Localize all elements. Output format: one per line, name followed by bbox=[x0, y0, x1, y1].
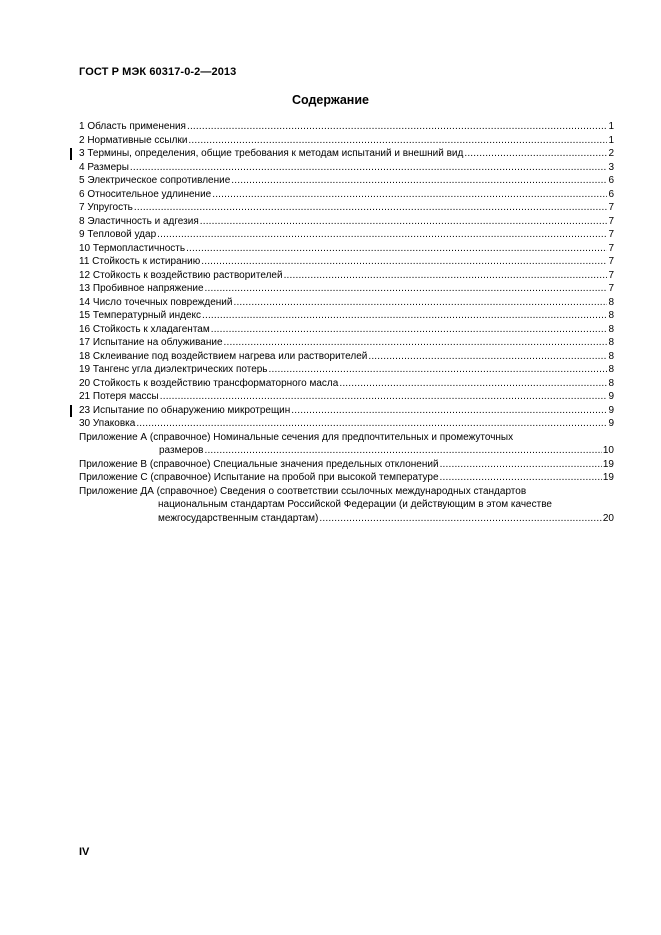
toc-entry-text: межгосударственным стандартам) bbox=[158, 512, 319, 524]
toc-entry-text: 2 Нормативные ссылки bbox=[79, 134, 188, 146]
toc-appendix-da-line1[interactable] bbox=[79, 485, 614, 499]
toc-page-number: 7 bbox=[608, 242, 614, 254]
toc-entry-text: 18 Склеивание под воздействием нагрева или растворителей bbox=[79, 350, 368, 362]
toc-page-number: 7 bbox=[608, 215, 614, 227]
leader-dots bbox=[187, 120, 607, 134]
leader-dots bbox=[368, 350, 607, 364]
toc-page-number: 8 bbox=[608, 350, 614, 362]
toc-entry[interactable] bbox=[79, 215, 614, 229]
toc-page-number: 8 bbox=[608, 310, 614, 321]
toc-page-number: 7 bbox=[608, 229, 614, 240]
toc-appendix-b[interactable] bbox=[79, 458, 614, 472]
toc-entry[interactable] bbox=[79, 161, 614, 175]
toc-appendix-da[interactable] bbox=[79, 512, 614, 526]
toc-page-number: 3 bbox=[608, 161, 614, 173]
toc-entry-text: 10 Термопластичность bbox=[79, 242, 186, 254]
toc-entry-text: 5 Электрическое сопротивление bbox=[79, 175, 231, 186]
toc-entry-text: 23 Испытание по обнаружению микротрещин bbox=[79, 404, 291, 416]
toc-entry-text: Приложение ДА (справочное) Сведения о соответствии ссылочных международных стандартов bbox=[79, 485, 527, 497]
toc-entry-text: размеров bbox=[159, 445, 204, 456]
toc-entry[interactable] bbox=[79, 255, 614, 269]
toc-entry[interactable] bbox=[79, 134, 614, 148]
toc-page-number: 1 bbox=[608, 134, 614, 146]
leader-dots bbox=[186, 242, 607, 256]
toc-entry[interactable] bbox=[79, 120, 614, 134]
leader-dots bbox=[284, 269, 608, 283]
toc-entry[interactable] bbox=[79, 350, 614, 364]
toc-entry-text: 19 Тангенс угла диэлектрических потерь bbox=[79, 364, 268, 375]
leader-dots bbox=[319, 512, 601, 526]
toc-entry[interactable] bbox=[79, 228, 614, 242]
leader-dots bbox=[136, 417, 607, 431]
toc-entry[interactable] bbox=[79, 174, 614, 188]
leader-dots bbox=[291, 404, 607, 418]
change-marker bbox=[70, 405, 72, 417]
leader-dots bbox=[211, 323, 608, 337]
toc-page-number: 10 bbox=[602, 445, 614, 456]
toc-entry[interactable] bbox=[79, 390, 614, 404]
toc-appendix-a[interactable] bbox=[79, 444, 614, 458]
toc-page-number: 2 bbox=[608, 148, 614, 159]
toc-entry-text: Приложение В (справочное) Специальные значения предельных отклонений bbox=[79, 458, 439, 470]
toc-page-number: 7 bbox=[608, 256, 614, 267]
toc-page-number: 1 bbox=[608, 121, 614, 132]
toc-entry-text: 7 Упругость bbox=[79, 202, 133, 213]
toc-appendix-da-line2[interactable] bbox=[79, 498, 614, 512]
toc-entry-text: 1 Область применения bbox=[79, 121, 186, 132]
table-of-contents bbox=[79, 120, 614, 525]
toc-entry-text: 16 Стойкость к хладагентам bbox=[79, 323, 210, 335]
toc-entry-text: 11 Стойкость к истиранию bbox=[79, 256, 201, 267]
toc-entry-text: 30 Упаковка bbox=[79, 418, 136, 429]
leader-dots bbox=[160, 390, 608, 404]
toc-title: Содержание bbox=[291, 93, 369, 107]
toc-entry-text: 6 Относительное удлинение bbox=[79, 188, 212, 200]
leader-dots bbox=[200, 215, 608, 229]
toc-entries bbox=[79, 120, 614, 431]
toc-entry-text: Приложение А (справочное) Номинальные сечения для предпочтительных и промежуточных bbox=[79, 431, 514, 443]
leader-dots bbox=[134, 201, 608, 215]
toc-entry-text: 9 Тепловой удар bbox=[79, 229, 157, 240]
toc-page-number: 8 bbox=[608, 296, 614, 308]
toc-entry[interactable] bbox=[79, 377, 614, 391]
toc-page-number: 20 bbox=[602, 512, 614, 524]
leader-dots bbox=[464, 147, 607, 161]
change-marker bbox=[70, 148, 72, 160]
toc-entry[interactable] bbox=[79, 201, 614, 215]
toc-entry-text: 13 Пробивное напряжение bbox=[79, 283, 204, 294]
document-header: ГОСТ Р МЭК 60317-0-2—2013 bbox=[79, 66, 237, 78]
leader-dots bbox=[212, 188, 607, 202]
toc-entry[interactable] bbox=[79, 323, 614, 337]
leader-dots bbox=[233, 296, 607, 310]
toc-entry-text: 8 Эластичность и адгезия bbox=[79, 215, 199, 227]
toc-entry[interactable] bbox=[79, 147, 614, 161]
toc-entry-text: 4 Размеры bbox=[79, 161, 129, 173]
toc-entry-text: Приложение С (справочное) Испытание на пробой при высокой температуре bbox=[79, 472, 439, 483]
toc-entry[interactable] bbox=[79, 417, 614, 431]
toc-entry[interactable] bbox=[79, 282, 614, 296]
toc-entry-text: 14 Число точечных повреждений bbox=[79, 296, 233, 308]
leader-dots bbox=[339, 377, 607, 391]
toc-page-number: 7 bbox=[608, 202, 614, 213]
leader-dots bbox=[204, 444, 601, 458]
toc-page-number: 9 bbox=[608, 391, 614, 402]
toc-page-number: 8 bbox=[608, 364, 614, 375]
leader-dots bbox=[440, 458, 602, 472]
toc-page-number: 8 bbox=[608, 323, 614, 335]
toc-appendix-c[interactable] bbox=[79, 471, 614, 485]
toc-page-number: 9 bbox=[608, 404, 614, 416]
toc-entry-text: 12 Стойкость к воздействию растворителей bbox=[79, 269, 283, 281]
toc-page-number: 6 bbox=[608, 188, 614, 200]
toc-entry[interactable] bbox=[79, 269, 614, 283]
toc-entry-text: национальным стандартам Российской Федерации (и действующим в этом качестве bbox=[158, 499, 552, 510]
toc-page-number: 7 bbox=[608, 269, 614, 281]
toc-entry[interactable] bbox=[79, 404, 614, 418]
leader-dots bbox=[188, 134, 607, 148]
leader-dots bbox=[231, 174, 607, 188]
toc-entry-text: 20 Стойкость к воздействию трансформаторного масла bbox=[79, 377, 339, 389]
leader-dots bbox=[224, 336, 608, 350]
toc-page-number: 6 bbox=[608, 175, 614, 186]
toc-entry-text: 17 Испытание на облуживание bbox=[79, 337, 223, 348]
toc-page-number: 8 bbox=[608, 377, 614, 389]
toc-page-number: 9 bbox=[608, 418, 614, 429]
toc-entry-text: 3 Термины, определения, общие требования к методам испытаний и внешний вид bbox=[79, 148, 464, 159]
toc-page-number: 19 bbox=[602, 472, 614, 483]
toc-page-number: 7 bbox=[608, 283, 614, 294]
leader-dots bbox=[269, 363, 608, 377]
leader-dots bbox=[157, 228, 607, 242]
leader-dots bbox=[205, 282, 608, 296]
toc-entry[interactable] bbox=[79, 336, 614, 350]
toc-entry[interactable] bbox=[79, 363, 614, 377]
toc-appendix-a-line1[interactable] bbox=[79, 431, 614, 445]
toc-entry[interactable] bbox=[79, 188, 614, 202]
page-number: IV bbox=[79, 846, 90, 858]
leader-dots bbox=[201, 255, 607, 269]
toc-entry[interactable] bbox=[79, 309, 614, 323]
toc-entry-text: 21 Потеря массы bbox=[79, 391, 159, 402]
toc-page-number: 19 bbox=[602, 458, 614, 470]
leader-dots bbox=[202, 309, 607, 323]
toc-entry-text: 15 Температурный индекс bbox=[79, 310, 201, 321]
leader-dots bbox=[440, 471, 602, 485]
toc-page-number: 8 bbox=[608, 337, 614, 348]
toc-entry[interactable] bbox=[79, 242, 614, 256]
toc-entry[interactable] bbox=[79, 296, 614, 310]
leader-dots bbox=[130, 161, 608, 175]
